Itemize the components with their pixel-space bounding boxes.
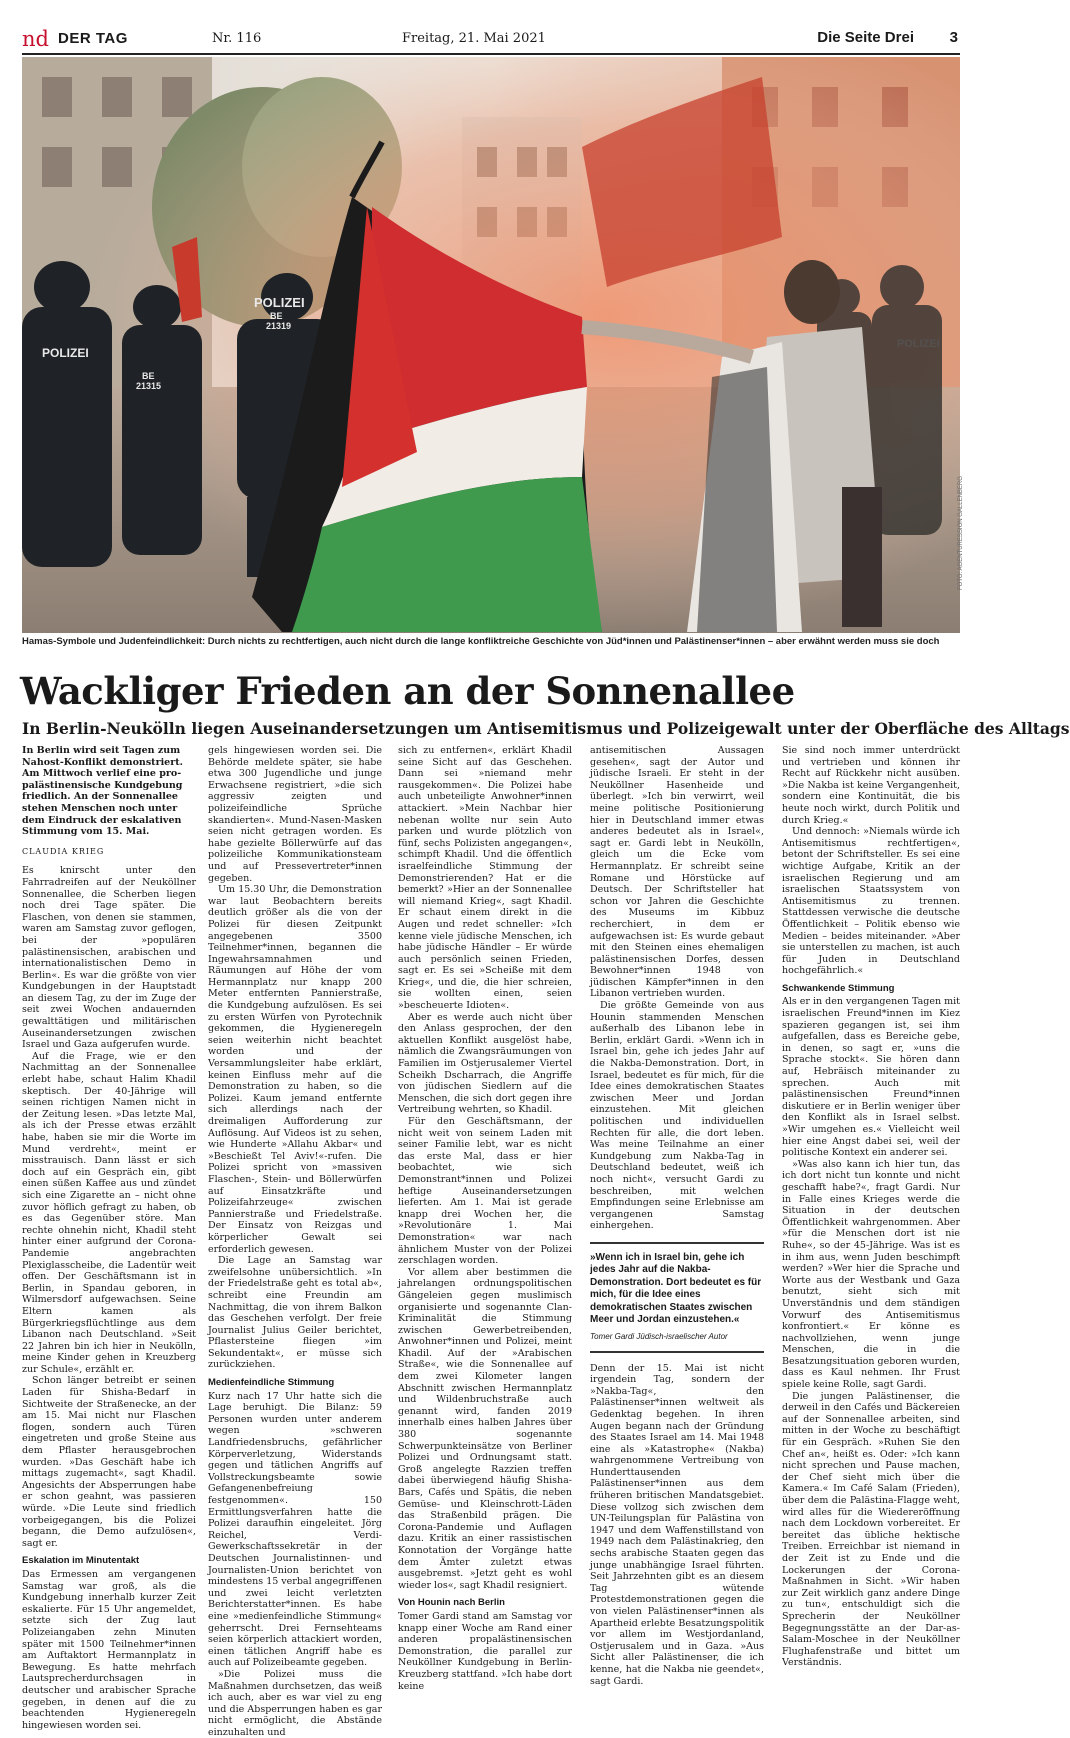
photo-credit: FOTO: AGENTURESSION GALLENBERG <box>958 476 964 590</box>
police-label: BE <box>270 311 283 321</box>
police-label: 21315 <box>136 381 162 391</box>
article-column-5 <box>782 745 960 1669</box>
paragraph: Das Ermessen am vergangenen Samstag war groß, als die Kundgebung innerhalb kurzer Zeit eskalierte. Für 15 Uhr angemeldet, setzte sich der Zug laut Polizeiangaben zehn Minuten später mit 1500 Teilnehmer*innen am Auftaktort Hermannplatz in Bewegung. Es hatte mehrfach Lautsprecherdurchsagen in deutscher und arabischer Sprache gegeben, in denen auf die zu beachtenden Hygieneregeln hingewiesen worden sei. <box>22 1568 196 1731</box>
photo-caption: Hamas-Symbole und Judenfeindlichkeit: Durch nichts zu rechtfertigen, auch nicht durch die lange konfliktreiche Geschichte von Jüd*innen und Palästinenser*innen – aber erwähnt werden muss sie doch <box>22 636 940 647</box>
pull-quote-text: »Wenn ich in Israel bin, gehe ich jedes Jahr auf die Nakba-Demonstration. Dort bedeutet es für mich, für die Idee eines demokratischen Staates zwischen Meer und Jordan einzustehen.« <box>590 1251 762 1326</box>
article-subhead: In Berlin-Neukölln liegen Auseinandersetzungen um Antisemitismus und Polizeigewalt unter der Oberfläche des Alltags <box>22 719 1070 738</box>
paragraph: Schon länger betreibt er seinen Laden für Shisha-Bedarf in Sichtweite der Straßenecke, an der am 15. Mai nicht nur Flaschen flogen, sondern auch Türen eingetreten und große Steine aus dem Pflaster herausgebrochen wurden. »Das Geschäft habe ich mittags zugemacht«, sagt Khadil. Angesichts der Absperrungen habe er schon geahnt, was passieren würde. »Die Leute sind friedlich vorbeigegangen, bis die Polizei begann, die Demo aufzulösen«, sagt er. <box>22 1375 196 1549</box>
paragraph: »Was also kann ich hier tun, das ich dort nicht tun konnte und nicht geschafft habe?«, fragt Gardi. Nur in Falle eines Krieges werde die Situation in der deutschen Öffentlichkeit wahrgenommen. Aber »für die Menschen dort ist nie Ruhe«, so der 45-Jährige. Was ist es in ihm aus, wenn Juden beschimpft werden? »Wer hier die Sprache und Worte aus der Westbank und Gaza benutzt, sieht sich mit Unverständnis und dem ständigen Vorwurf des Antisemitismus konfrontiert.« Er könne es nachvollziehen, wenn junge Menschen, die in die Besatzungsituation geboren wurden, dass es Kaul nehmen. Ihr Frust spiele keine Rolle, sagt Gardi. <box>782 1158 960 1391</box>
article-column-1 <box>22 745 196 1731</box>
pull-quote-source: Tomer Gardi Jüdisch-israelischer Autor <box>590 1331 728 1341</box>
page-title: Die Seite Drei <box>817 29 914 46</box>
article-column-3 <box>398 745 572 1692</box>
author-byline: CLAUDIA KRIEG <box>22 846 105 856</box>
paragraph: Kurz nach 17 Uhr hatte sich die Lage beruhigt. Die Bilanz: 59 Personen wurden unter anderem wegen »schweren Landfriedensbruchs, gefährlicher Körperverletzung, Widerstands gegen und tätlichen Angriffs auf Vollstreckungsbeamte sowie Gefangenenbefreiung festgenommen«. 150 Ermittlungsverfahren hatte die Polizei daraufhin eingeleitet. Jörg Reichel, Verdi-Gewerkschaftssekretär in der Deutschen Journalistinnen- und Journalisten-Union berichtet von mindestens 15 verbal angegriffenen und zwei leicht verletzten Berichterstatter*innen. Es habe eine »medienfeindliche Stimmung« geherrscht. Drei Fernsehteams seien körperlich attackiert worden, einen tätlichen Angriff habe es auch auf Polizeibeamte gegeben. <box>208 1390 383 1669</box>
paragraph: »Die Polizei muss die Maßnahmen durchsetzen, das weiß ich auch, aber es war viel zu eng und die Absperrungen haben es gar nicht ermöglicht, die Abstände einzuhalten und <box>208 1668 382 1738</box>
section-heading: Schwankende Stimmung <box>782 982 895 994</box>
issue-number: Nr. 116 <box>212 31 262 46</box>
police-label: BE <box>142 371 155 381</box>
paragraph: Und dennoch: »Niemals würde ich Antisemitismus rechtfertigen«, betont der Schriftsteller. Es sei eine wichtige Aufgabe, Kritik an der israelischen Regierung und am israelischen Staatssystem von Antisemitismus zu trennen. Stattdessen verwische die deutsche Öffentlichkeit – Politik ebenso wie Medien – beides miteinander. »Aber sie unterstellen zu machen, ist auch für Juden in Deutschland hochgefährlich.« <box>782 826 960 977</box>
photo-illustration <box>22 57 960 633</box>
masthead-rule <box>22 53 960 55</box>
article-headline: Wackliger Frieden an der Sonnenallee <box>20 669 795 713</box>
paragraph: Aber es werde auch nicht über den Anlass gesprochen, der den aktuellen Konflikt ausgelöst habe, nämlich die Zwangsräumungen von Familien im Ostjerusalemer Viertel Scheikh Dscharrach, die Angriffe von jüdischen Siedlern auf die Menschen, die sich dort gegen ihre Vertreibung wehrten, so Khadil. <box>398 1011 572 1116</box>
paragraph: Es knirscht unter den Fahrradreifen auf der Neuköllner Sonnenallee, die Scherben liegen noch drei Tage später. Die Flaschen, von denen sie stammen, waren am Samstag zuvor geflogen, bei der »populären palästinensischen, arabischen und internationalistischen Demo in Berlin«. Es war die größte von vier Kundgebungen in der Hauptstadt an diesem Tag, zu der im Zuge der seit zwei Wochen andauernden gewalttätigen und militärischen Auseinandersetzungen zwischen Israel und Gaza aufgerufen wurde. <box>22 865 196 1051</box>
lead-photo <box>22 57 960 633</box>
police-label: 21319 <box>266 321 292 331</box>
paragraph: antisemitischen Aussagen gesehen«, sagt der Autor und jüdische Israeli. Er steht in der Neuköllner Hasenheide und überlegt. »Ich bin verwirrt, weil meine politische Positionierung hier in Deutschland immer etwas anderes bedeutet als in Israel«, sagt er. Gardi lebt in Neukölln, gleich um die Ecke vom Hermannplatz. Er schreibt seine Romane und Hörstücke auf Deutsch. Der Schriftsteller hat schon vor Jahren die Geschichte des Museums im Kibbuz recherchiert, in dem er aufgewachsen ist: Es wurde gebaut mit den Steinen eines ehemaligen palästinensischen Dorfes, dessen Bewohner*innen 1948 von jüdischen Kämpfer*innen in den Libanon vertrieben wurden. <box>590 745 764 1000</box>
issue-date: Freitag, 21. Mai 2021 <box>402 31 546 46</box>
section-label: DER TAG <box>58 30 128 47</box>
paragraph: Denn der 15. Mai ist nicht irgendein Tag, sondern der »Nakba-Tag«, den Palästinenser*innen weltweit als Gedenktag begehen. In ihren Augen begann nach der Gründung des Staates Israel am 14. Mai 1948 eine als »Katastrophe« (Nakba) wahrgenommene Vertreibung von Hunderttausenden Palästinenser*innen aus dem früheren britischen Mandatsgebiet. Diese vollzog sich zwischen dem UN-Teilungsplan für Palästina von 1947 und dem Waffenstillstand von 1949 nach dem Palästinakrieg, den sechs arabische Staaten gegen das junge unabhängige Israel führten. Seit Jahrzehnten gibt es an diesem Tag wütende Protestdemonstrationen gegen die von vielen Palästinenser*innen als Apartheid erlebte Besatzungspolitik vor allem im Westjordanland, Ostjerusalem und in Gaza. »Aus Sicht aller Palästinenser, die ich kenne, hat die Nakba nie geendet«, sagt Gardi. <box>590 1362 764 1687</box>
paragraph: Für den Geschäftsmann, der nicht weit von seinem Laden mit seiner Familie lebt, war es nicht das erste Mal, dass er hier beobachtet, wie sich Demonstrant*innen und Polizei heftige Auseinandersetzungen lieferten. Am 1. Mai ist gerade knapp drei Wochen her, die »Revolutionäre 1. Mai Demonstration« war nach ähnlichem Muster von der Polizei zerschlagen worden. <box>398 1116 572 1267</box>
pull-quote <box>590 1242 764 1353</box>
article-teaser: In Berlin wird seit Tagen zum Nahost-Konflikt demonstriert. Am Mittwoch verlief eine pro-palästinensische Kundgebung friedlich. An der Sonnenallee stehen Menschen noch unter dem Eindruck der eskalativen Stimmung vom 15. Mai. <box>22 745 183 838</box>
article-column-4 <box>590 745 764 1687</box>
article-column-2 <box>208 745 383 1738</box>
section-heading: Eskalation im Minutentakt <box>22 1555 140 1567</box>
paragraph: Auf die Frage, wie er den Nachmittag an der Sonnenallee erlebt habe, schaut Halim Khadil skeptisch. Der 40-Jährige will seinen richtigen Namen nicht in der Zeitung lesen. »Das letzte Mal, als ich der Presse etwas erzählt habe, haben sie mir die Worte im Mund verdreht«, meint er misstrauisch. Dann lässt er sich doch auf ein Gespräch ein, gibt einen süßen Kaffee aus und zündet sich eine Zigarette an – nicht ohne zuvor höflich gefragt zu haben, ob es das Gegenüber störe. Man rechte ohnehin nicht, Khadil steht hinter einer aufgrund der Corona-Pandemie angebrachten Plexiglasscheibe, die Ladentür weit offen. Der Geschäftsmann ist in Berlin, in Spandau geboren, in Wilmersdorf aufgewachsen. Seine Eltern kamen als Bürgerkriegsflüchtlinge aus dem Libanon nach Deutschland. »Seit 22 Jahren bin ich hier in Neukölln, meine Kinder gehen in Kreuzberg zur Schule«, erzählt er. <box>22 1050 196 1375</box>
paragraph: Vor allem aber bestimmen die jahrelangen ordnungspolitischen Gängeleien gegen muslimisch organisierte und sogenannte Clan-Kriminalität die Stimmung zwischen Gewerbetreibenden, Anwohner*innen und Polizei, meint Khadil. Auf der »Arabischen Straße«, wie die Sonnenallee auf dem zwei Kilometer langen Abschnitt zwischen Hermannplatz und Wildenbruchstraße auch genannt wird, fanden 2019 innerhalb eines halben Jahres über 380 sogenannte Schwerpunkteinsätze von Berliner Polizei und Ordnungsamt statt. Groß angelegte Razzien treffen dabei überwiegend häufig Shisha-Bars, Cafés und Spätis, die neben Gemüse- und Kleinschrott-Läden das Straßenbild prägen. Die Corona-Pandemie und Auflagen dazu. Kritik an einer rassistischen Konnotation der Vorgänge hatte dem Ämter zuletzt etwas ausgebremst. »Jetzt geht es wohl wieder los«, sagt Khadil resigniert. <box>398 1266 572 1591</box>
police-label: POLIZEI <box>254 295 305 310</box>
page-number: 3 <box>949 29 958 46</box>
section-heading: Medienfeindliche Stimmung <box>208 1377 335 1389</box>
paragraph: gels hingewiesen worden sei. Die Behörde meldete später, sie habe etwa 300 Jugendliche und junge Erwachsene registriert, »die sich aggressiv zeigten und polizeifeindliche Sprüche skandierten«. Mund-Nasen-Masken seien nicht getragen worden. Es habe gezielte Böllerwürfe auf das polizeiliche Kommunikationsteam und auf Pressevertreter*innen gegeben. <box>208 745 382 884</box>
masthead <box>22 26 960 52</box>
police-label: POLIZEI <box>42 346 89 360</box>
paragraph: Um 15.30 Uhr, die Demonstration war laut Beobachtern bereits deutlich größer als die von der Polizei für diesen Zeitpunkt angegebenen 3500 Teilnehmer*innen, begannen die Ingewahrsamnahmen und Räumungen auf Höhe der vom Hermannplatz nur knapp 200 Meter entfernten Pannierstraße, die Kundgebung aufzulösen. Es sei zu ersten Würfen von Pyrotechnik gekommen, die Hygieneregeln seien weiterhin nicht beachtet worden und der Versammlungsleiter habe erklärt, keinen Einfluss mehr auf die Demonstration zu haben, so die Polizei. Kaum jemand entfernte sich allerdings nach der dreimaligen Aufforderung zur Auflösung. Auf Videos ist zu sehen, wie Hunderte »Allahu Akbar« und »Beschießt Tel Aviv!«-rufen. Die Polizei spricht von »massiven Flaschen-, Stein- und Böllerwürfen auf Einsatzkräfte und Polizeifahrzeuge« zwischen Pannierstraße und Friedelstraße. Der Einsatz von Reizgas und körperlicher Gewalt sei erforderlich gewesen. <box>208 884 382 1255</box>
section-heading: Von Hounin nach Berlin <box>398 1597 505 1609</box>
paragraph: Als er in den vergangenen Tagen mit israelischen Freund*innen im Kiez spazieren gegangen ist, sei ihm aufgefallen, dass es Bereiche gebe, in denen, so sagt er, »uns die Sprache stockt«. Sie hören dann auf, Hebräisch miteinander zu sprechen. Auch mit palästinensischen Freund*innen diskutiere er in Berlin weniger über den Konflikt als in Israel selbst. »Wir umgehen es.« Vielleicht weil hier eine Angst dabei sei, weil der politische Kontext ein anderer sei. <box>782 996 960 1159</box>
nd-logo: nd <box>22 27 49 51</box>
paragraph: Die jungen Palästinenser, die derweil in den Cafés und Bäckereien auf der Sonnenallee arbeiten, sind mitten in der Woche zu beschäftigt für ein Gespräch. »Ruhen Sie den Chef an«, heißt es. Oder: »Ich kann nicht sprechen und Pause machen, der Chef sieht mich über die Kamera.« Im Café Salam (Frieden), über dem die Palästina-Flagge weht, wird alles für die Wiedereröffnung nach dem Lockdown vorbereitet. Er bereitet das übliche hektische Treiben. Erreichbar ist niemand in der Zeit ist zu Ende und die Lockerungen der Corona-Maßnahmen in Sicht. »Wir haben zur Zeit wirklich ganz andere Dinge zu tun«, entschuldigt sich die Sprecherin der Neuköllner Begegnungsstätte an der Dar-as-Salam-Moschee in der Neuköllner Flughafenstraße und bittet um Verständnis. <box>782 1390 960 1669</box>
paragraph: Die Lage an Samstag war zweifelsohne unübersichtlich. »In der Friedelstraße geht es total ab«, schreibt eine Freundin am Nachmittag, die von ihrem Balkon das Geschehen verfolgt. Der freie Journalist Julius Geiler berichtet, Pflastersteine fliegen »im Sekundentakt«, er müsse sich zurückziehen. <box>208 1255 382 1371</box>
paragraph: sich zu entfernen«, erklärt Khadil seine Sicht auf das Geschehen. Dann sei »niemand mehr rausgekommen«. Die Polizei habe auch unbeteiligte Anwohner*innen attackiert. »Mein Nachbar hier nebenan wollte nur sein Auto parken und wurde plötzlich von fünf, sechs Polizisten angegangen«, schimpft Khadil. Und die öffentlich israelfeindliche Stimmung der Demonstrierenden? Hat er die bemerkt? »Hier an der Sonnenallee will niemand Krieg«, sagt Khadil. Er schaut einem direkt in die Augen und redet schneller: »Ich kenne viele jüdische Menschen, ich habe jüdische Händler – Er würde auch persönlich seinen Frieden, sagt er. Es sei »Scheiße mit dem Krieg«, und die, die hier schreien, sie wollten einen, seien »bescheuerte Idioten«. <box>398 745 572 1012</box>
paragraph: Die größte Gemeinde von aus Hounin stammenden Menschen außerhalb des Libanon lebe in Berlin, erklärt Gardi. »Wenn ich in Israel bin, gehe ich jedes Jahr auf die Nakba-Demonstration. Dort, in Israel, bedeutet es für mich, für die Idee eines demokratischen Staates zwischen Meer und Jordan einzustehen. Mit gleichen politischen und individuellen Rechten für alle, die dort leben. Was meine Teilnahme an einer Kundgebung zum Nakba-Tag in Deutschland bedeutet, weiß ich noch nicht«, versucht Gardi zu beschreiben, mit welchen Empfindungen seine Erlebnisse am vergangenen Samstag einhergehen. <box>590 1000 764 1232</box>
paragraph: Sie sind noch immer unterdrückt und vertrieben und können ihr Recht auf Rückkehr nicht ausüben. »Die Nakba ist keine Vergangenheit, sondern eine Kontinuität, die bis heute noch wirkt, durch Politik und durch Krieg.« <box>782 745 960 826</box>
paragraph: Tomer Gardi stand am Samstag vor knapp einer Woche am Rand einer anderen propalästinensischen Demonstration, die parallel zur Neuköllner Kundgebung in Berlin-Kreuzberg stattfand. »Ich habe dort keine <box>398 1610 572 1692</box>
